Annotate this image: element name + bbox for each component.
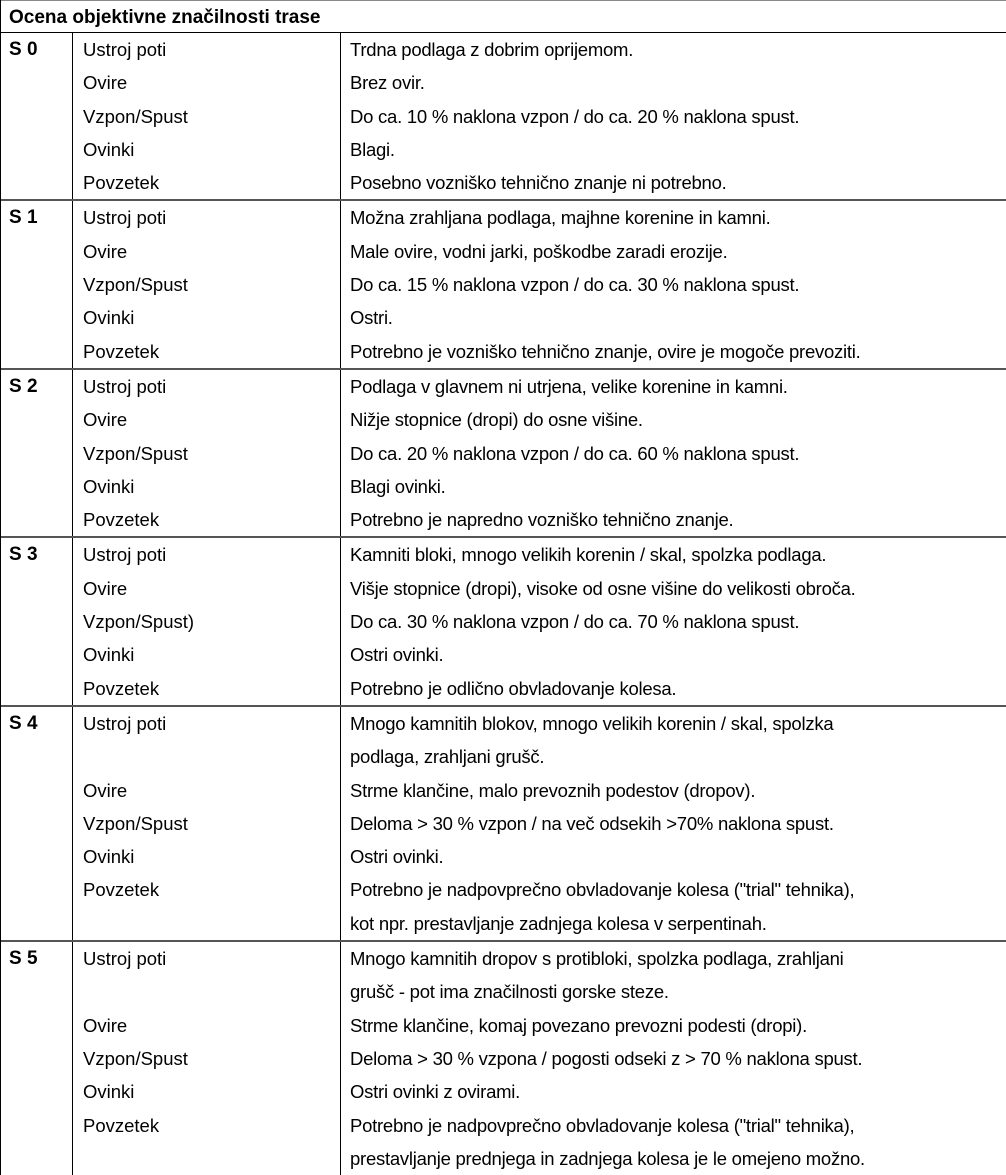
table-body (1, 33, 1006, 1175)
criterion-description (341, 301, 1006, 334)
criterion-label: Ovire (73, 66, 341, 99)
criterion-label: Vzpon/Spust (73, 100, 341, 133)
criterion-description (341, 470, 1006, 503)
description-line: Blagi ovinki. (350, 470, 1006, 503)
criterion-label: Ovire (73, 572, 341, 605)
criteria-list (73, 538, 1006, 704)
criterion-label: Ovinki (73, 1075, 341, 1108)
description-line: Mnogo kamnitih dropov s protibloki, spolzka podlaga, zrahljani (350, 942, 1006, 975)
description-line: Potrebno je nadpovprečno obvladovanje kolesa ("trial" tehnika), (350, 1109, 1006, 1142)
table-row (73, 672, 1006, 705)
criterion-label: Povzetek (73, 1109, 341, 1175)
criterion-description (341, 605, 1006, 638)
criterion-description (341, 707, 1006, 774)
criterion-description (341, 166, 1006, 199)
description-line: Male ovire, vodni jarki, poškodbe zaradi erozije. (350, 235, 1006, 268)
table-row (73, 133, 1006, 166)
description-line: Deloma > 30 % vzpona / pogosti odseki z > 70 % naklona spust. (350, 1042, 1006, 1075)
table-row (73, 201, 1006, 234)
table-row (73, 503, 1006, 536)
difficulty-section (1, 33, 1006, 201)
criterion-description (341, 942, 1006, 1009)
description-line: Blagi. (350, 133, 1006, 166)
criterion-label: Vzpon/Spust) (73, 605, 341, 638)
table-row (73, 807, 1006, 840)
criterion-label: Ustroj poti (73, 33, 341, 66)
table-row (73, 840, 1006, 873)
criterion-description (341, 437, 1006, 470)
table-row (73, 538, 1006, 571)
criteria-list (73, 942, 1006, 1175)
description-line: Do ca. 10 % naklona vzpon / do ca. 20 % naklona spust. (350, 100, 1006, 133)
table-row (73, 873, 1006, 940)
criterion-label: Ovinki (73, 133, 341, 166)
difficulty-code: S 0 (1, 33, 73, 199)
criterion-label: Vzpon/Spust (73, 437, 341, 470)
criterion-label: Ustroj poti (73, 201, 341, 234)
description-line: Kamniti bloki, mnogo velikih korenin / skal, spolzka podlaga. (350, 538, 1006, 571)
description-line: Ostri ovinki z ovirami. (350, 1075, 1006, 1108)
table-row (73, 301, 1006, 334)
criterion-description (341, 1009, 1006, 1042)
table-row (73, 335, 1006, 368)
criterion-description (341, 1109, 1006, 1175)
criterion-label: Ustroj poti (73, 370, 341, 403)
description-line: Deloma > 30 % vzpon / na več odsekih >70% naklona spust. (350, 807, 1006, 840)
criterion-label: Vzpon/Spust (73, 1042, 341, 1075)
difficulty-code: S 2 (1, 370, 73, 536)
table-row (73, 1075, 1006, 1108)
table-title: Ocena objektivne značilnosti trase (1, 0, 1006, 33)
table-row (73, 403, 1006, 436)
criterion-label: Vzpon/Spust (73, 807, 341, 840)
difficulty-code: S 3 (1, 538, 73, 704)
description-line: Strme klančine, malo prevoznih podestov (dropov). (350, 774, 1006, 807)
criterion-description (341, 774, 1006, 807)
criterion-label: Povzetek (73, 166, 341, 199)
criterion-label: Povzetek (73, 335, 341, 368)
description-line: Trdna podlaga z dobrim oprijemom. (350, 33, 1006, 66)
description-line: Strme klančine, komaj povezano prevozni podesti (dropi). (350, 1009, 1006, 1042)
description-line: Potrebno je odlično obvladovanje kolesa. (350, 672, 1006, 705)
description-line: Podlaga v glavnem ni utrjena, velike korenine in kamni. (350, 370, 1006, 403)
criteria-list (73, 33, 1006, 199)
table-row (73, 33, 1006, 66)
table-row (73, 100, 1006, 133)
description-line: Ostri ovinki. (350, 638, 1006, 671)
table-row (73, 268, 1006, 301)
criterion-description (341, 370, 1006, 403)
description-line: Posebno vozniško tehnično znanje ni potrebno. (350, 166, 1006, 199)
criterion-label: Ovinki (73, 638, 341, 671)
table-row (73, 470, 1006, 503)
criterion-description (341, 335, 1006, 368)
description-line: Mnogo kamnitih blokov, mnogo velikih korenin / skal, spolzka (350, 707, 1006, 740)
description-line: Do ca. 30 % naklona vzpon / do ca. 70 % naklona spust. (350, 605, 1006, 638)
criterion-description (341, 503, 1006, 536)
table-row (73, 774, 1006, 807)
criterion-label: Ustroj poti (73, 707, 341, 774)
difficulty-section (1, 201, 1006, 369)
table-row (73, 605, 1006, 638)
description-line: Višje stopnice (dropi), visoke od osne višine do velikosti obroča. (350, 572, 1006, 605)
difficulty-section (1, 538, 1006, 706)
criterion-description (341, 33, 1006, 66)
criterion-description (341, 100, 1006, 133)
criterion-label: Povzetek (73, 503, 341, 536)
difficulty-code: S 5 (1, 942, 73, 1175)
criterion-description (341, 1042, 1006, 1075)
table-row (73, 572, 1006, 605)
description-line: podlaga, zrahljani grušč. (350, 740, 1006, 773)
description-line: Potrebno je nadpovprečno obvladovanje kolesa ("trial" tehnika), (350, 873, 1006, 906)
difficulty-section (1, 707, 1006, 942)
description-line: Nižje stopnice (dropi) do osne višine. (350, 403, 1006, 436)
criterion-description (341, 538, 1006, 571)
criterion-description (341, 133, 1006, 166)
description-line: Potrebno je vozniško tehnično znanje, ovire je mogoče prevoziti. (350, 335, 1006, 368)
description-line: prestavljanje prednjega in zadnjega kolesa je le omejeno možno. (350, 1142, 1006, 1175)
description-line: Do ca. 15 % naklona vzpon / do ca. 30 % naklona spust. (350, 268, 1006, 301)
criterion-description (341, 403, 1006, 436)
criterion-description (341, 235, 1006, 268)
description-line: Do ca. 20 % naklona vzpon / do ca. 60 % naklona spust. (350, 437, 1006, 470)
table-row (73, 638, 1006, 671)
difficulty-section (1, 370, 1006, 538)
criterion-description (341, 873, 1006, 940)
description-line: Potrebno je napredno vozniško tehnično znanje. (350, 503, 1006, 536)
criterion-label: Ovire (73, 1009, 341, 1042)
criterion-label: Povzetek (73, 672, 341, 705)
description-line: kot npr. prestavljanje zadnjega kolesa v serpentinah. (350, 907, 1006, 940)
description-line: Možna zrahljana podlaga, majhne korenine in kamni. (350, 201, 1006, 234)
criterion-label: Povzetek (73, 873, 341, 940)
criterion-description (341, 201, 1006, 234)
criterion-label: Ovinki (73, 301, 341, 334)
criterion-label: Ustroj poti (73, 942, 341, 1009)
criterion-description (341, 807, 1006, 840)
criterion-description (341, 840, 1006, 873)
criterion-description (341, 638, 1006, 671)
description-line: grušč - pot ima značilnosti gorske steze. (350, 975, 1006, 1008)
table-row (73, 235, 1006, 268)
table-row (73, 66, 1006, 99)
criterion-label: Ovire (73, 235, 341, 268)
criterion-label: Ovire (73, 774, 341, 807)
criterion-description (341, 672, 1006, 705)
table-row (73, 437, 1006, 470)
criterion-label: Vzpon/Spust (73, 268, 341, 301)
criteria-list (73, 707, 1006, 940)
criterion-label: Ovinki (73, 470, 341, 503)
difficulty-code: S 1 (1, 201, 73, 367)
difficulty-section (1, 942, 1006, 1175)
criterion-label: Ovire (73, 403, 341, 436)
table-row (73, 707, 1006, 774)
criteria-list (73, 201, 1006, 367)
criterion-description (341, 66, 1006, 99)
table-row (73, 166, 1006, 199)
difficulty-code: S 4 (1, 707, 73, 940)
table-row (73, 370, 1006, 403)
criterion-description (341, 268, 1006, 301)
table-row (73, 942, 1006, 1009)
criterion-description (341, 1075, 1006, 1108)
description-line: Brez ovir. (350, 66, 1006, 99)
criterion-description (341, 572, 1006, 605)
description-line: Ostri ovinki. (350, 840, 1006, 873)
criteria-list (73, 370, 1006, 536)
table-row (73, 1042, 1006, 1075)
description-line: Ostri. (350, 301, 1006, 334)
criterion-label: Ovinki (73, 840, 341, 873)
criterion-label: Ustroj poti (73, 538, 341, 571)
table-row (73, 1009, 1006, 1042)
table-row (73, 1109, 1006, 1175)
